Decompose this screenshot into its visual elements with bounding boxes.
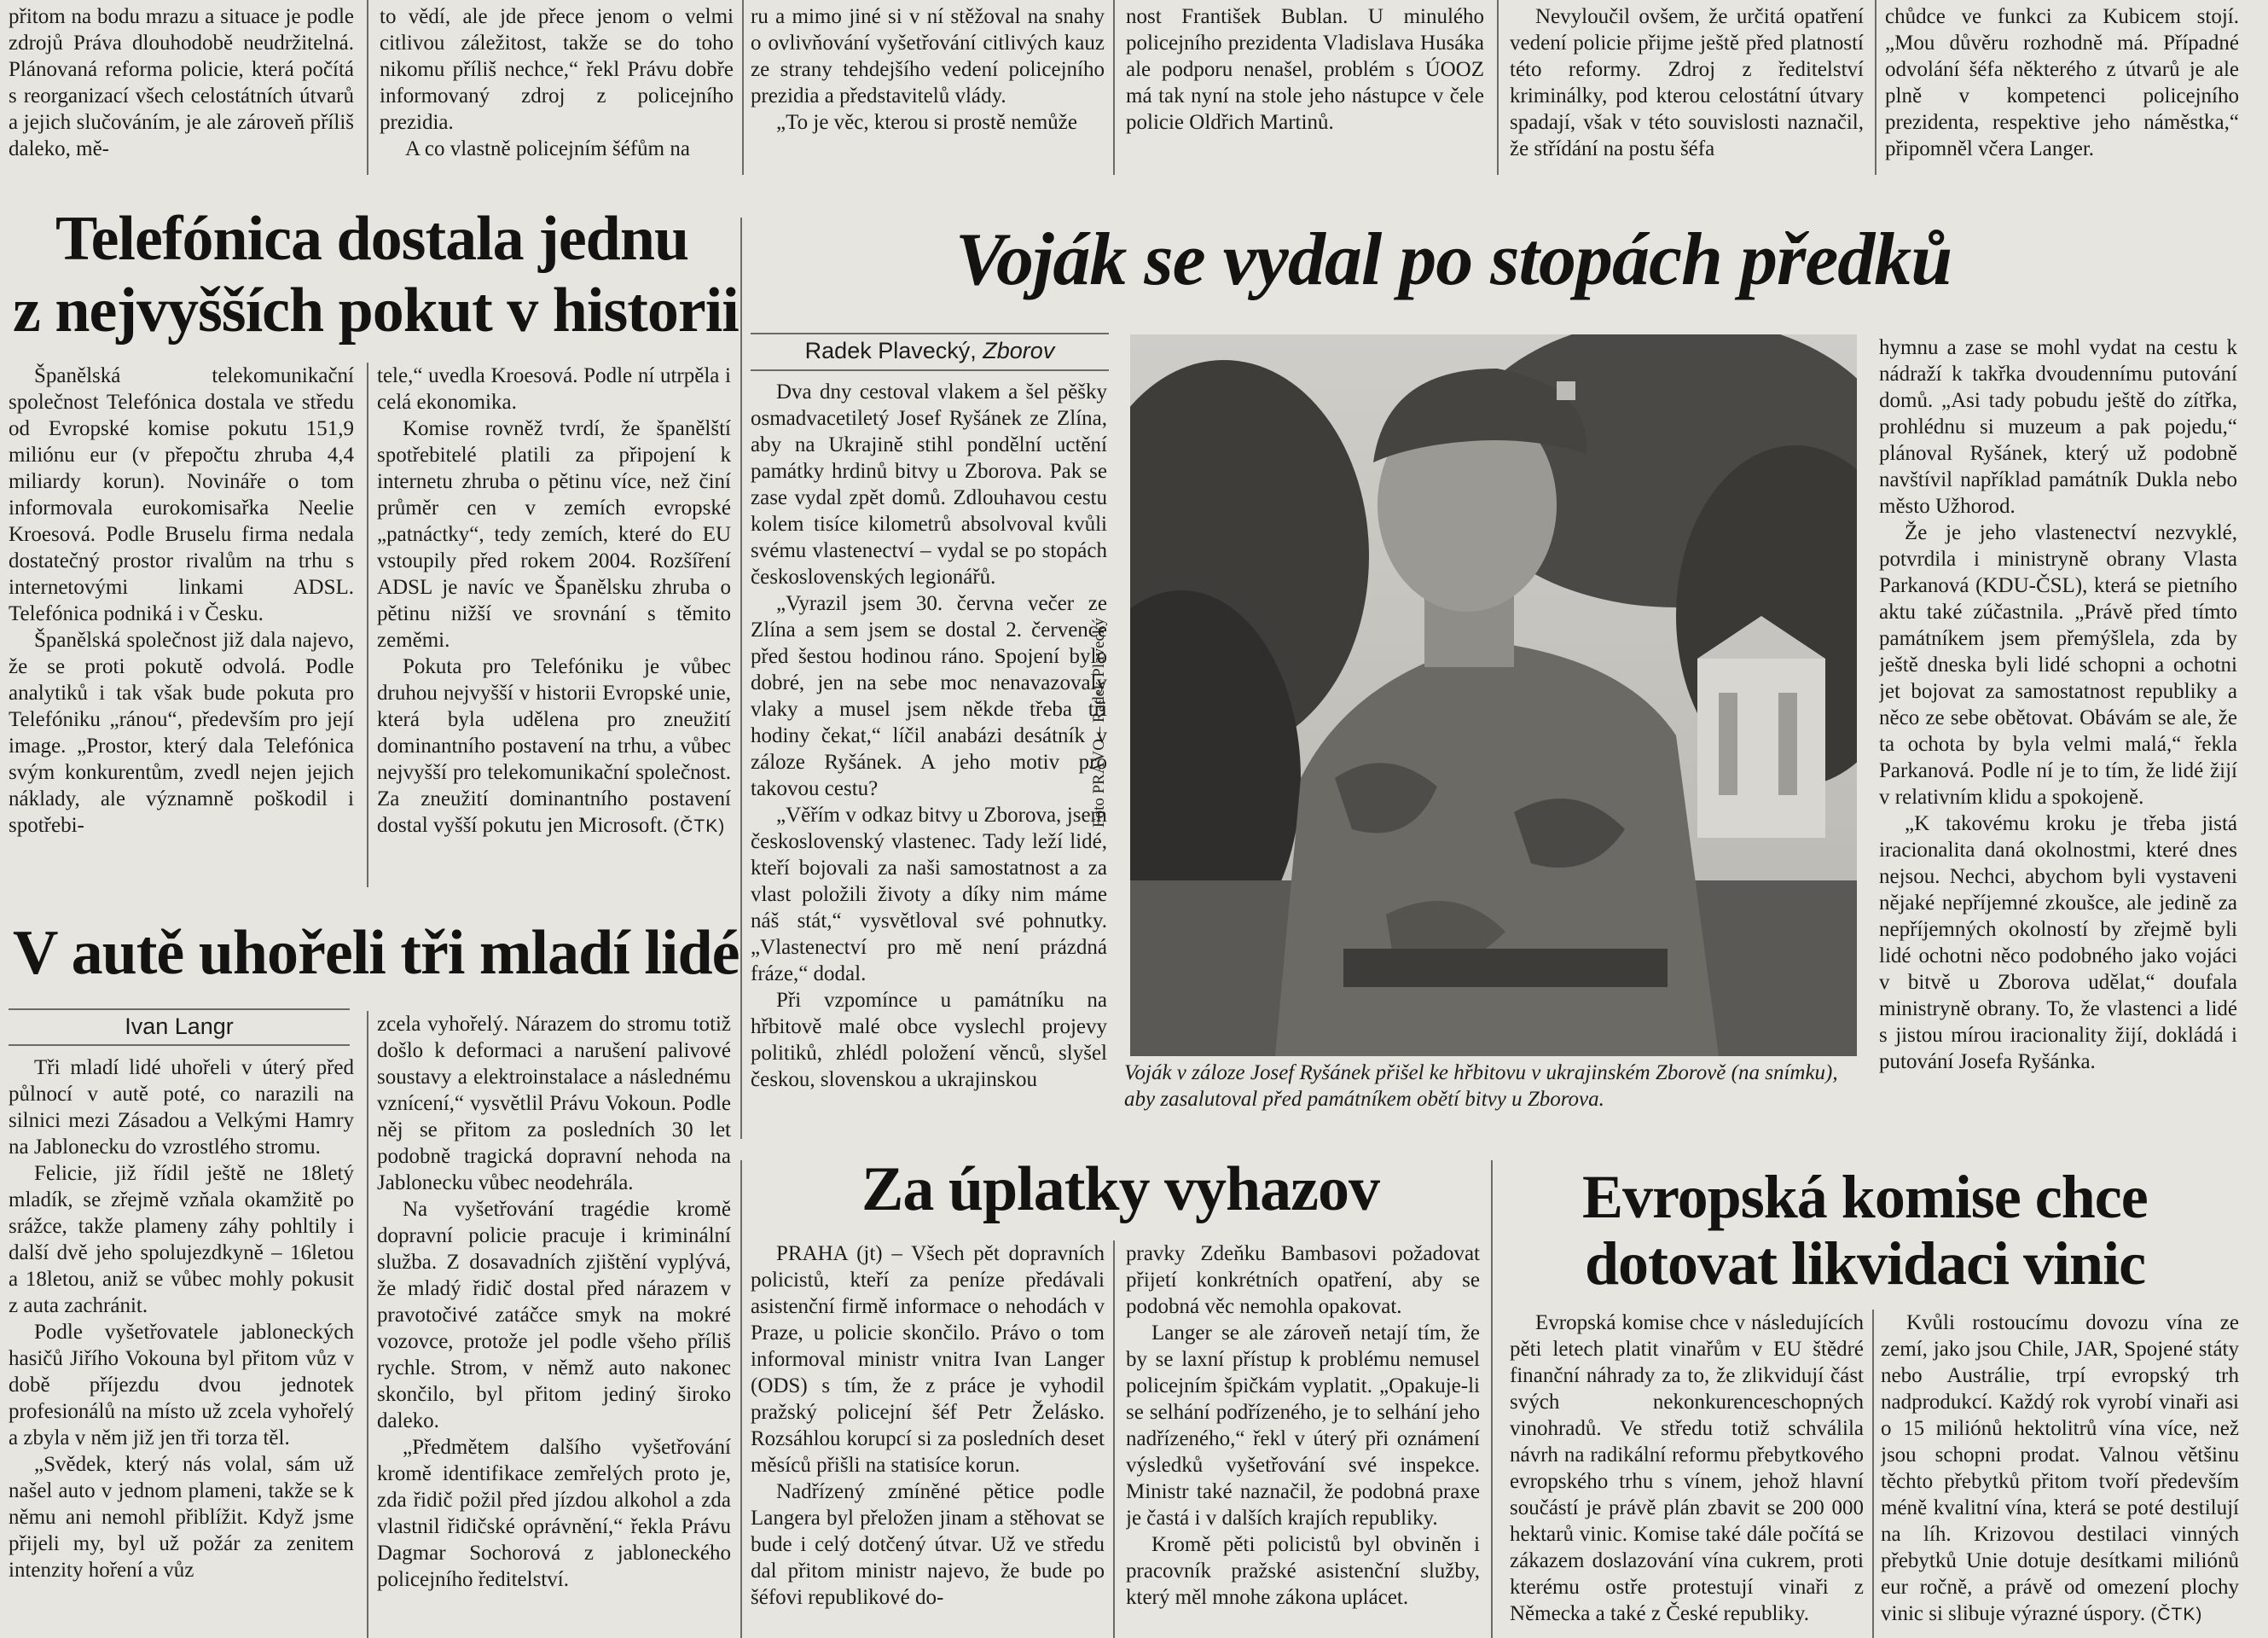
photo-credit: Foto PRÁVO – Radek Plavecký [1090, 618, 1108, 828]
text-paragraph: chůdce ve funkci za Kubicem stojí. „Mou důvěru rozhodně má. Případné odvolání šéfa některého z útvarů je ale plně v kompetenci policejního prezidenta, respektive jeho náměstka,“ připomněl včera Langer. [1885, 5, 2239, 160]
text-paragraph: Dva dny cestoval vlakem a šel pěšky osmadvacetiletý Josef Ryšánek ze Zlína, aby na Ukrajině stihl pondělní uctění památky hrdinů bitvy u Zborova. Pak se zase vydal zpět domů. Zdlouhavou cestu kolem tisíce kilometrů absolvoval kvůli svému vlastenectví – vydal se po stopách československých legionářů. [751, 380, 1107, 589]
text-paragraph: „To je věc, kterou si prostě nemůže [776, 111, 1077, 134]
headline-vinice-line-1: Evropská komise chce [1582, 1163, 2148, 1231]
column-rule [740, 1160, 742, 1638]
top-fragment-col-3 [751, 3, 1105, 172]
column-rule [1497, 0, 1499, 175]
headline-telefonica-line-2: z nejvyšších pokut v historii [13, 276, 739, 346]
headline-vojak: Voják se vydal po stopách předků [955, 218, 1952, 301]
top-fragment-col-1 [9, 3, 354, 172]
text-paragraph: A co vlastně policejním šéfům na [405, 137, 690, 160]
text-paragraph: Při vzpomínce u památníku na hřbitově malé obce vyslechl projevy politiků, zhlédl položení věnců, slyšel českou, slovenskou a ukrajinskou [751, 989, 1107, 1091]
text-paragraph: PRAHA (jt) – Všech pět dopravních policistů, kteří za peníze předávali asistenční firmě informace o nehodách v Praze, u policie skončilo. Právo o tom informoval ministr vnitra Ivan Langer (ODS) s tím, že z práce je vyhodil pražský policejní šéf Petr Želásko. Rozsáhlou korupcí si za posledních deset měsíců přišli na statisíce korun. [751, 1242, 1105, 1477]
text-paragraph: Tři mladí lidé uhořeli v úterý před půlnocí v autě poté, co narazili na silnici mezi Zásadou a Velkými Hamry na Jablonecku do vzrostlého stromu. [9, 1056, 354, 1159]
top-fragment-col-6 [1885, 3, 2239, 172]
text-paragraph: Podle vyšetřovatele jabloneckých hasičů Jiřího Vokouna byl přitom vůz v době příjezdu dvou jednotek profesionálů na místo už zcela vyhořelý a zbyla v něm již jen tři torza těl. [9, 1321, 354, 1449]
vojak-col-1 [751, 379, 1107, 1130]
vinice-col-1 [1510, 1310, 1864, 1638]
photo-soldier [1130, 334, 1857, 1056]
source-credit: (ČTK) [673, 816, 726, 836]
text-paragraph: Španělská telekomunikační společnost Telefónica dostala ve středu od Evropské komise pokutu 151,9 miliónu eur (v přepočtu zhruba 4,4 miliardy korun). Novináře o tom informovala eurokomisařka Neelie Kroesová. Podle Bruselu firma nedala dostatečný prostor rivalům na trhu s internetovými linkami ADSL. Telefónica podniká i v Česku. [9, 364, 354, 625]
text-paragraph [1881, 1310, 2239, 1628]
telefonica-col-2 [377, 363, 731, 892]
text-paragraph: Komise rovněž tvrdí, že španělští spotřebitelé platili za připojení k internetu zhruba o pětinu více, než činí průměr cen v zemích evropské „patnáctky“, tedy zemích, které do EU vstoupily před rokem 2004. Rozšíření ADSL je navíc ve Španělsku zhruba o pětinu nižší ve srovnání s těmito zeměmi. [377, 417, 731, 652]
uplatky-col-1 [751, 1240, 1105, 1638]
soldier-photo-image [1130, 334, 1857, 1056]
auto-col-1 [9, 1054, 354, 1638]
column-rule [1113, 0, 1115, 175]
byline-rule [751, 369, 1109, 371]
text-paragraph: to vědí, ale jde přece jenom o velmi citlivou záležitost, takže se do toho nikomu příliš nechce,“ řekl Právu dobře informovaný zdroj z policejního prezidia. [380, 5, 734, 134]
text-paragraph: Na vyšetřování tragédie kromě dopravní policie pracuje i kriminální služba. Z dosavadních zjištění vyplývá, že mladý řidič dostal před nárazem v pravotočivé zatáčce smyk na mokré vozovce, protože jel podle všeho příliš rychle. Strom, v němž auto nakonec skončilo, byl přitom jediný široko daleko. [377, 1198, 731, 1432]
byline-rule [9, 1008, 350, 1010]
top-fragment-col-4 [1126, 3, 1484, 172]
text-paragraph: pravky Zdeňku Bambasovi požadovat přijetí konkrétních opatření, aby se podobná věc nemohla opakovat. [1126, 1242, 1480, 1318]
telefonica-col-1 [9, 363, 354, 892]
text-paragraph: „Věřím v odkaz bitvy u Zborova, jsem československý vlastenec. Tady leží lidé, kteří bojovali za naši samostatnost a za vlast položili životy a díky nim máme náš stát,“ vysvětloval své pohnutky. „Vlastenectví pro mě není prázdná fráze,“ dodal. [751, 804, 1107, 985]
column-rule [1491, 1160, 1493, 1638]
vojak-col-3 [1879, 334, 2237, 1119]
byline-vojak [751, 338, 1109, 364]
text-paragraph: nost František Bublan. U minulého policejního prezidenta Vladislava Husáka ale podporu nenašel, problém s ÚOOZ má tak nyní na stole jeho nástupce v čele policie Oldřich Martinů. [1126, 5, 1484, 134]
text-paragraph: Nadřízený zmíněné pětice podle Langera byl přeložen jinam a stěhovat se bude i celý dotčený útvar. Už ve středu dal přitom ministr najevo, že bude po šéfovi republikové do- [751, 1480, 1105, 1609]
column-rule [742, 0, 744, 175]
top-fragment-col-5 [1510, 3, 1864, 172]
column-rule [367, 363, 368, 887]
byline-name: Radek Plavecký, [804, 338, 977, 363]
text-span: Pokuta pro Telefóniku je vůbec druhou nejvyšší v historii Evropské unie, která byla udělena pro zneužití dominantního postavení na trhu, a vůbec nejvyšší pro telekomunikační společnost. Za zneužití dominantního postavení dostal vyšší pokutu jen Microsoft. [377, 655, 731, 837]
headline-auto: V autě uhořeli tři mladí lidé [13, 918, 740, 988]
text-paragraph: „K takovému kroku je třeba jistá iracionalita daná okolnostmi, které dnes nejsou. Nechci, abychom byli vystaveni nějaké nepříjemné zkoušce, ale jedině za nepříjemných okolností by zřejmě byli lidé ochotni něco podobného jako vojáci v bitvě u Zborova udělat,“ doufala ministryně obrany. To, že vlastenci a lidé s jistou mírou iracionality žijí, dokládá i putování Josefa Ryšánka. [1879, 812, 2237, 1073]
vinice-col-2 [1881, 1310, 2239, 1638]
text-paragraph: zcela vyhořelý. Nárazem do stromu totiž došlo k deformaci a narušení palivové soustavy a elektroinstalace a následnému vznícení,“ vysvětlil Právu Vokoun. Podle něj se přitom za posledních 30 let podobně tragická dopravní nehoda na Jablonecku vůbec neodehrála. [377, 1013, 731, 1194]
photo-caption: Voják v záloze Josef Ryšánek přišel ke hřbitovu v ukrajinském Zborově (na snímku), aby zasalutoval před památníkem obětí bitvy u Zborova. [1124, 1061, 1838, 1111]
text-paragraph: Felicie, již řídil ještě ne 18letý mladík, se zřejmě vzňala okamžitě po srážce, takže plameny záhy pohltily i další dvě jeho spolujezdkyně – 16letou a 18letou, aniž se vůbec mohly pokusit z auta zachránit. [9, 1162, 354, 1317]
byline-rule [9, 1044, 350, 1046]
text-span: Kvůli rostoucímu dovozu vína ze zemí, jako jsou Chile, JAR, Spojené státy nebo Austrálie, trpí evropský trh nadprodukcí. Každý rok vyrobí vinaři asi o 15 miliónů hektolitrů vína více, než jsou schopni prodat. Valnou většinu těchto přebytků přitom tvoří především méně kvalitní vína, která se poté destilují na líh. Krizovou destilaci vinných přebytků Unie dotuje desítkami miliónů eur ročně, a právě od omezení plochy vinic si slibuje výrazné úspory. [1881, 1311, 2239, 1625]
column-rule [1872, 1310, 1874, 1638]
column-rule [367, 1011, 368, 1638]
text-paragraph: Kromě pěti policistů byl obviněn i pracovník pražské asistenční služby, který měl mnohe zákona uplácet. [1126, 1533, 1480, 1609]
text-paragraph: Nevyloučil ovšem, že určitá opatření vedení policie přijme ještě před platností této reformy. Zdroj z ředitelství kriminálky, pod kterou celostátní útvary spadají, však v této souvislosti naznačil, že střídání na postu šéfa [1510, 5, 1864, 160]
text-paragraph: tele,“ uvedla Kroesová. Podle ní utrpěla i celá ekonomika. [377, 364, 731, 414]
text-paragraph [377, 653, 731, 839]
byline-rule [751, 333, 1109, 334]
text-paragraph: „Vyrazil jsem 30. června večer ze Zlína a sem jsem se dostal 2. července před šestou hodinou ráno. Spojení bylo dobré, jen na sebe moc nenavazovaly vlaky a musel jsem někde třeba tři hodiny čekat,“ líčil anabázi desátník v záloze Ryšánek. A jeho motiv pro takovou cestu? [751, 592, 1107, 800]
headline-uplatky: Za úplatky vyhazov [861, 1154, 1380, 1224]
text-paragraph: Evropská komise chce v následujících pěti letech platit vinařům v EU štědré finanční náhrady za to, že zlikvidují část svých nekonkurenceschopných vinohradů. Ve středu totiž schválila návrh na radikální reformu přebytkového evropského trhu s vínem, jehož hlavní součástí je právě plán zbavit se 200 000 hektarů vinic. Komise také dále počítá se zákazem doslazování vína cukrem, proti kterému ostře protestují vinaři z Německa a také z České republiky. [1510, 1311, 1864, 1625]
headline-telefonica-line-1: Telefónica dostala jednu [55, 204, 689, 274]
text-paragraph: Že je jeho vlastenectví nezvyklé, potvrdila i ministryně obrany Vlasta Parkanová (KDU-ČSL), která se pietního aktu také zúčastnila. „Právě před tímto památníkem jsem přemýšlela, zda by ještě dneska byli lidé schopni a ochotni jet bojovat za samostatnost republiky a něco ze sebe obětovat. Obávám se ale, že ta ochota by byla velmi malá,“ řekla Parkanová. Podle ní je to tím, že lidé žijí v relativním klidu a spokojeně. [1879, 521, 2237, 809]
auto-col-2 [377, 1011, 731, 1638]
source-credit: (ČTK) [2150, 1605, 2203, 1624]
column-rule [740, 218, 742, 1139]
text-paragraph: Langer se ale zároveň netají tím, že by se laxní přístup k problému nemusel policejním špičkám vyplatit. „Opakuje-li se selhání podřízeného, je to selhání jeho nadřízeného,“ řekl v úterý při oznámení výsledků vyšetřování své inspekce. Ministr také naznačil, že podobná praxe je častá i v dalších krajích republiky. [1126, 1321, 1480, 1530]
column-rule [1875, 0, 1876, 175]
column-rule [367, 0, 368, 175]
top-fragment-col-2 [380, 3, 734, 172]
byline-auto: Ivan Langr [125, 1014, 234, 1039]
text-paragraph: „Svědek, který nás volal, sám už našel auto v jednom plameni, takže se k němu ani nemohl přiblížit. Když jsme přijeli my, byl už požár za zenitem intenzity hoření a vůz [9, 1453, 354, 1582]
text-paragraph: Španělská společnost již dala najevo, že se proti pokutě odvolá. Podle analytiků i tak však bude pokuta pro Telefóniku „ránou“, především pro její image. „Prostor, který dala Telefónica svým konkurentům, zvedl nejen jejich náklady, ale významně poškodil i spotřebi- [9, 629, 354, 837]
text-paragraph: přitom na bodu mrazu a situace je podle zdrojů Práva dlouhodobě neudržitelná. Plánovaná reforma policie, která počítá s reorganizací všech celostátních útvarů a jejich slučováním, je ale zároveň příliš daleko, mě- [9, 5, 354, 160]
byline-place: Zborov [983, 338, 1055, 363]
uplatky-col-2 [1126, 1240, 1480, 1638]
column-rule [1113, 1240, 1115, 1638]
text-paragraph: ru a mimo jiné si v ní stěžoval na snahy o ovlivňování vyšetřování citlivých kauz ze strany tehdejšího vedení policejního prezidia a představitelů vlády. [751, 5, 1105, 107]
text-paragraph: „Předmětem dalšího vyšetřování kromě identifikace zemřelých proto je, zda řidič požil před jízdou alkohol a zda vlastnil řidičské oprávnění,“ řekla Právu Dagmar Sochorová z jabloneckého policejního ředitelství. [377, 1436, 731, 1591]
text-paragraph: hymnu a zase se mohl vydat na cestu k nádraží k takřka dvoudennímu putování domů. „Asi tady pobudu ještě do zítřka, prohlédnu si muzeum a pak pojedu,“ plánoval Ryšánek, který už podobně navštívil například památník Dukla nebo město Užhorod. [1879, 336, 2237, 518]
headline-vinice-line-2: dotovat likvidaci vinic [1585, 1229, 2146, 1298]
